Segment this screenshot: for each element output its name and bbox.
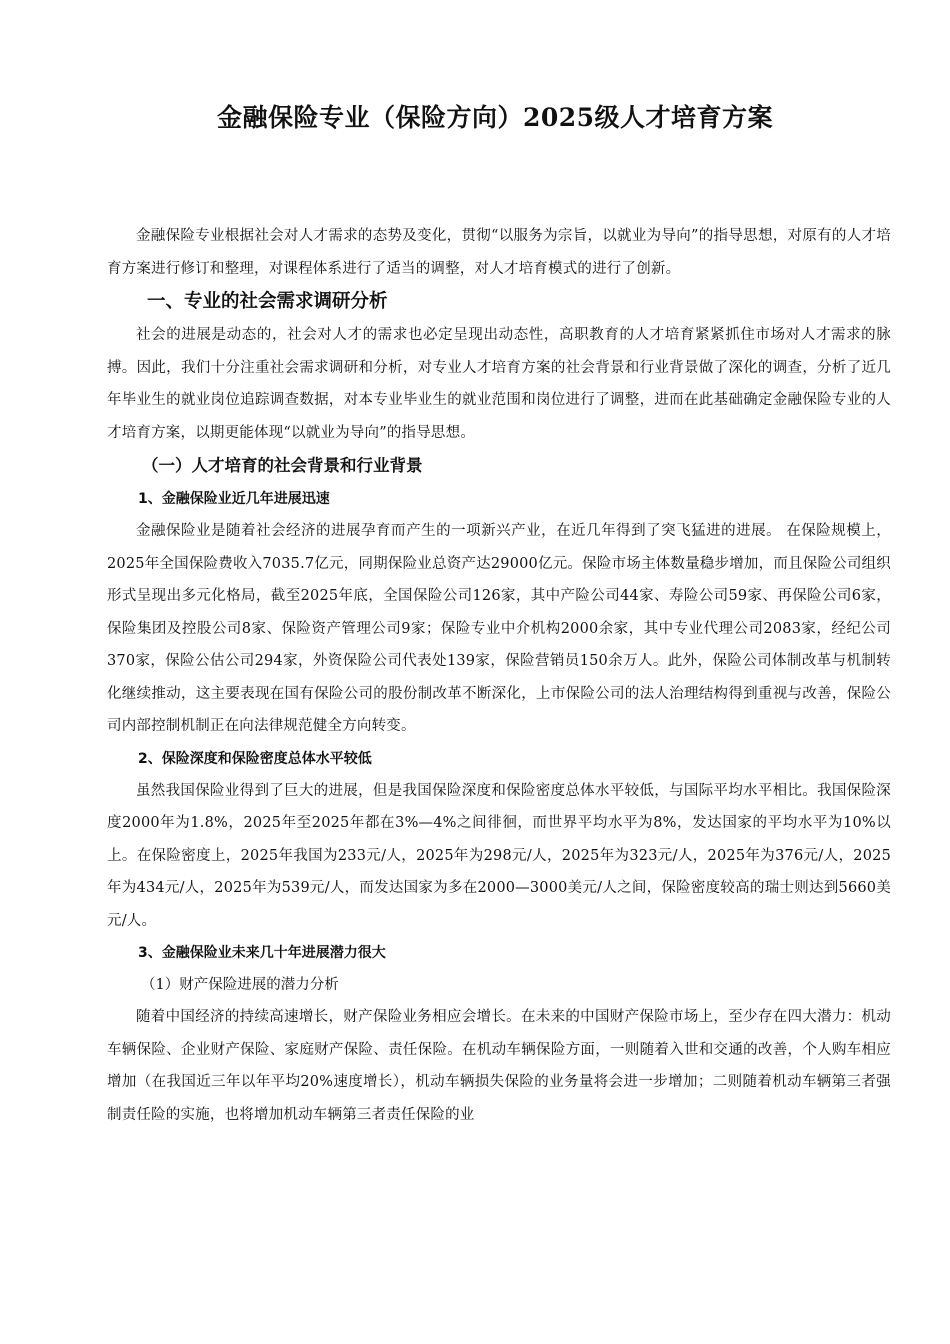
item-1-heading: 1、金融保险业近几年进展迅速 <box>138 491 330 507</box>
section-1-paragraph: 社会的进展是动态的，社会对人才的需求也必定呈现出动态性，高职教育的人才培育紧紧抓住市场对人才需求的脉搏。因此，我们十分注重社会需求调研和分析，对专业人才培育方案的社会背景和行业背景做了深化的调查，分析了近几年毕业生的就业岗位追踪调查数据，对本专业毕业生的就业范围和岗位进行了调整，进而在此基础确定金融保险专业的人才培育方案，以期更能体现“以就业为导向”的指导思想。 <box>107 327 891 441</box>
document-title: 金融保险专业（保险方向）2025级人才培育方案 <box>216 103 774 132</box>
section-1-heading: 一、专业的社会需求调研分析 <box>147 291 388 312</box>
item-3-heading: 3、金融保险业未来几十年进展潜力很大 <box>138 945 386 961</box>
item-3-subheading: （1）财产保险进展的潜力分析 <box>141 977 339 993</box>
document-body <box>107 220 891 1131</box>
item-1-paragraph: 金融保险业是随着社会经济的进展孕育而产生的一项新兴产业，在近几年得到了突飞猛进的进展。 在保险规模上，2025年全国保险费收入7035.7亿元，同期保险业总资产达29000亿元。保险市场主体数量稳步增加，而且保险公司组织形式呈现出多元化格局，截至2025年底，全国保险公司126家，其中产险公司44家、寿险公司59家、再保险公司6家，保险集团及控股公司8家、保险资产管理公司9家；保险专业中介机构2000余家，其中专业代理公司2083家，经纪公司370家，保险公估公司294家，外资保险公司代表处139家，保险营销员150余万人。此外，保险公司体制改革与机制转化继续推动，这主要表现在国有保险公司的股份制改革不断深化，上市保险公司的法人治理结构得到重视与改善，保险公司内部控制机制正在向法律规范健全方向转变。 <box>107 523 891 734</box>
item-2-paragraph: 虽然我国保险业得到了巨大的进展，但是我国保险深度和保险密度总体水平较低，与国际平均水平相比。我国保险深度2000年为1.8%，2025年至2025年都在3%—4%之间徘徊，而世界平均水平为8%，发达国家的平均水平为10%以上。在保险密度上，2025年我国为233元/人，2025年为298元/人，2025年为323元/人，2025年为376元/人，2025年为434元/人，2025年为539元/人，而发达国家为多在2000—3000美元/人之间，保险密度较高的瑞士则达到5660美元/人。 <box>107 782 891 929</box>
item-2-heading: 2、保险深度和保险密度总体水平较低 <box>138 750 372 767</box>
intro-paragraph: 金融保险专业根据社会对人才需求的态势及变化，贯彻“以服务为宗旨，以就业为导向”的指导思想，对原有的人才培育方案进行修订和整理，对课程体系进行了适当的调整，对人才培育模式的进行了创新。 <box>107 228 891 277</box>
item-3-paragraph: 随着中国经济的持续高速增长，财产保险业务相应会增长。在未来的中国财产保险市场上，至少存在四大潜力：机动车辆保险、企业财产保险、家庭财产保险、责任保险。在机动车辆保险方面，一则随着入世和交通的改善，个人购车相应增加（在我国近三年以年平均20%速度增长），机动车辆损失保险的业务量将会进一步增加；二则随着机动车辆第三者强制责任险的实施，也将增加机动车辆第三者责任保险的业 <box>107 1009 891 1123</box>
subsection-1-heading: （一）人才培育的社会背景和行业背景 <box>142 456 423 475</box>
